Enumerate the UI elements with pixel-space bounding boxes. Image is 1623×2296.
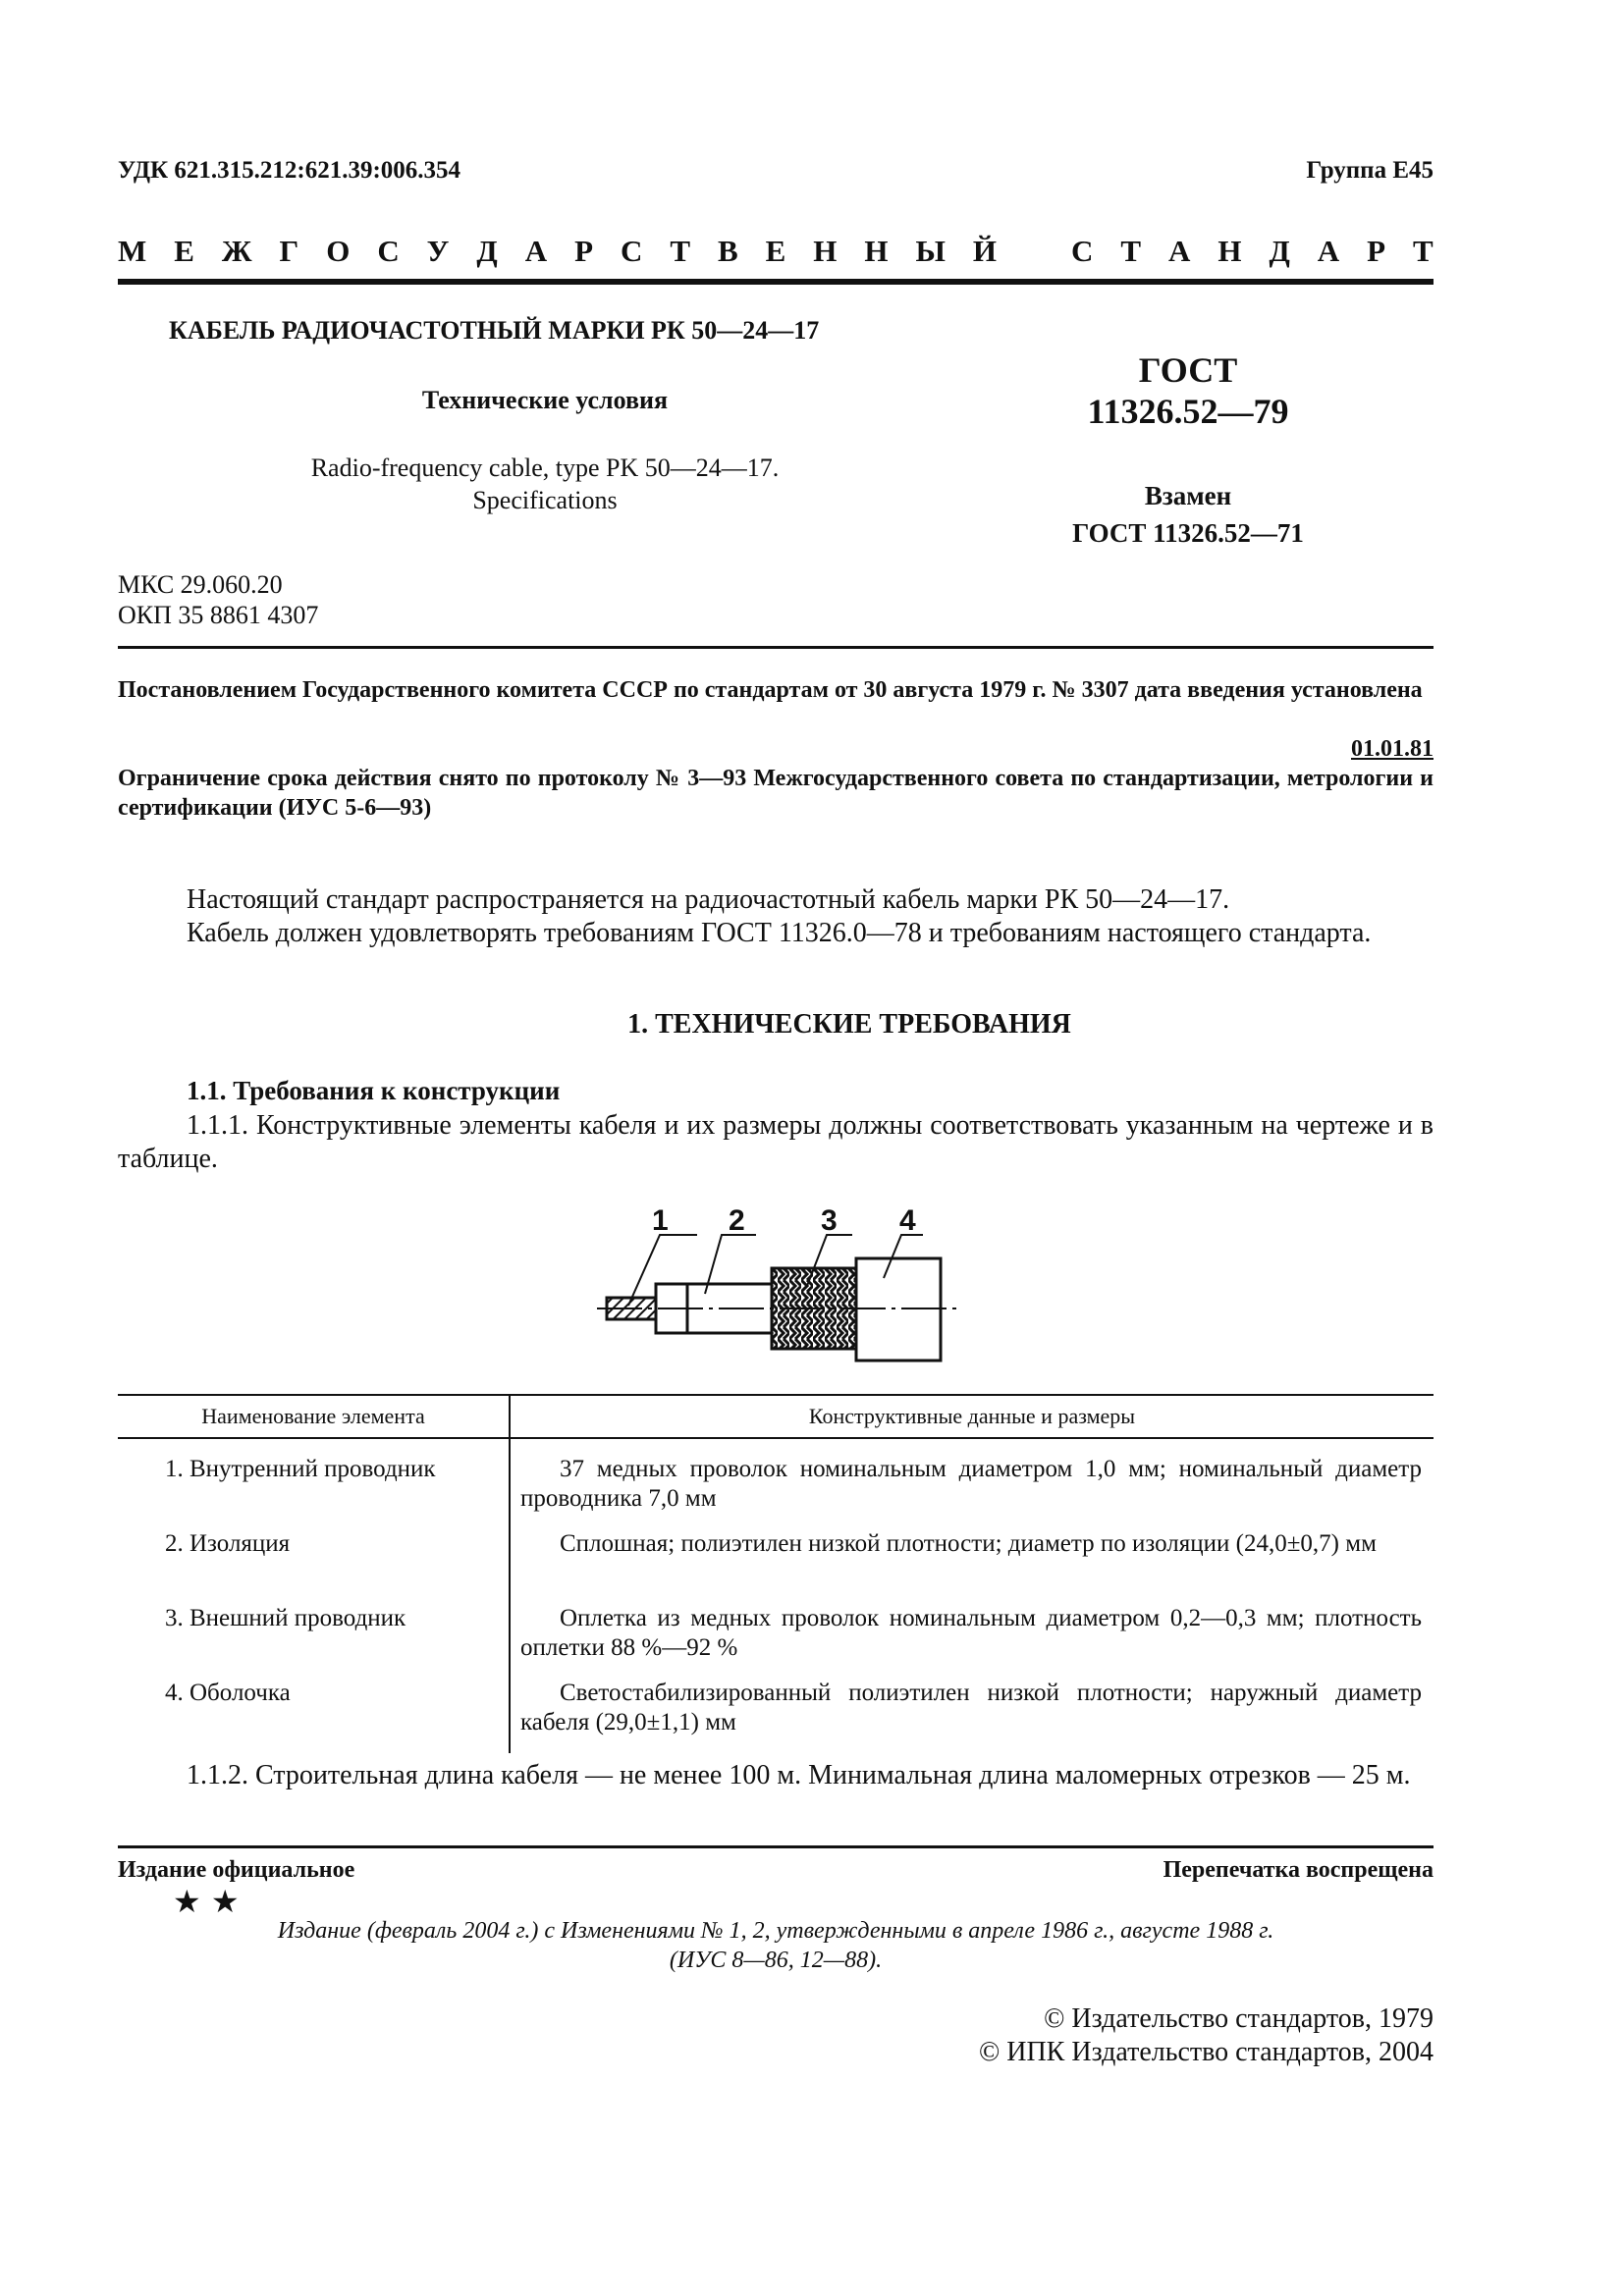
- replaces-block: [1031, 477, 1345, 552]
- construction-table: [118, 1394, 1434, 1753]
- table-header-row: [118, 1395, 1434, 1438]
- element-name: 1. Внутренний проводник: [118, 1438, 510, 1529]
- cable-cross-section-drawing: [589, 1198, 982, 1374]
- document-title: КАБЕЛЬ РАДИОЧАСТОТНЫЙ МАРКИ РК 50—24—17: [169, 316, 820, 345]
- drawing-label-3: 3: [821, 1204, 838, 1237]
- gost-label: ГОСТ: [1138, 350, 1238, 390]
- banner-letter: С: [377, 234, 400, 268]
- banner-letter: А: [1317, 234, 1340, 268]
- column-header-data: Конструктивные данные и размеры: [510, 1395, 1434, 1438]
- banner-letter: Р: [574, 234, 593, 268]
- english-title-line-2: Specifications: [472, 486, 618, 514]
- banner-letter: Р: [1367, 234, 1386, 268]
- classification-codes: [118, 569, 318, 630]
- gost-number: 11326.52—79: [1087, 392, 1289, 431]
- element-name: 2. Изоляция: [118, 1529, 510, 1604]
- element-data: Светостабилизированный полиэтилен низкой плотности; наружный диаметр кабеля (29,0±1,1) мм: [520, 1680, 1422, 1735]
- gost-designation: [1031, 349, 1345, 432]
- banner-letter: Н: [813, 234, 838, 268]
- banner-letter: Ы: [915, 234, 946, 268]
- drawing-label-1: 1: [652, 1204, 669, 1237]
- table-row: [118, 1679, 1434, 1753]
- table-row: [118, 1529, 1434, 1604]
- okp-code: ОКП 35 8861 4307: [118, 601, 319, 629]
- table-row: [118, 1438, 1434, 1529]
- banner-letter: А: [1167, 234, 1191, 268]
- column-header-element: Наименование элемента: [118, 1395, 510, 1438]
- element-data: 37 медных проволок номинальным диаметром 1,0 мм; номинальный диаметр проводника 7,0 мм: [520, 1456, 1422, 1512]
- banner-letter: А: [524, 234, 548, 268]
- element-data: Сплошная; полиэтилен низкой плотности; диаметр по изоляции (24,0±0,7) мм: [560, 1530, 1377, 1557]
- banner-letter: О: [326, 234, 351, 268]
- edition-note-line-1: Издание (февраль 2004 г.) с Изменениями № 1, 2, утвержденными в апреле 1986 г., августе 1988 г.: [277, 1918, 1274, 1944]
- replaces-number: ГОСТ 11326.52—71: [1072, 518, 1304, 548]
- limitation-text: Ограничение срока действия снято по протоколу № 3—93 Межгосударственного совета по стандартизации, метрологии и сертификации (ИУС 5-6—93): [118, 766, 1434, 821]
- table-row: [118, 1604, 1434, 1679]
- title-rule: [118, 646, 1434, 649]
- banner-letter: Е: [765, 234, 786, 268]
- drawing-label-4: 4: [899, 1204, 916, 1237]
- english-title-line-1: Radio-frequency cable, type PK 50—24—17.: [310, 454, 780, 482]
- banner-letter: Т: [670, 234, 691, 268]
- subsection-heading: 1.1. Требования к конструкции: [187, 1076, 561, 1105]
- edition-note-line-2: (ИУС 8—86, 12—88).: [669, 1948, 883, 1973]
- banner-letter: В: [717, 234, 738, 268]
- banner-letter: Ж: [221, 234, 252, 268]
- intro-paragraph-2: Кабель должен удовлетворять требованиям ГОСТ 11326.0—78 и требованиям настоящего стандарта.: [187, 918, 1372, 948]
- banner-letter: С: [1070, 234, 1094, 268]
- official-edition-label: Издание официальное: [118, 1857, 355, 1883]
- banner-letter: Н: [864, 234, 889, 268]
- clause-1-1-1: 1.1.1. Конструктивные элементы кабеля и их размеры должны соответствовать указанным на чертеже и в таблице.: [118, 1110, 1434, 1174]
- banner-letter: Е: [174, 234, 194, 268]
- element-data: Оплетка из медных проволок номинальным диаметром 0,2—0,3 мм; плотность оплетки 88 %—92 %: [520, 1605, 1422, 1661]
- banner-letter: Й: [972, 234, 998, 268]
- decree-text: Постановлением Государственного комитета СССР по стандартам от 30 августа 1979 г. № 3307 дата введения установлена: [118, 677, 1423, 703]
- english-title: [265, 452, 825, 516]
- banner-letter: Д: [1269, 234, 1290, 268]
- intro-paragraph-1: Настоящий стандарт распространяется на радиочастотный кабель марки РК 50—24—17.: [187, 884, 1230, 915]
- edition-note: [118, 1916, 1434, 1975]
- copyright-1979: © Издательство стандартов, 1979: [1044, 2003, 1434, 2034]
- reprint-prohibited-label: Перепечатка воспрещена: [1163, 1857, 1434, 1883]
- replaces-label: Взамен: [1144, 481, 1232, 510]
- mks-code: МКС 29.060.20: [118, 570, 283, 599]
- banner-letter: Д: [476, 234, 498, 268]
- banner-rule: [118, 279, 1434, 285]
- copyright-2004: © ИПК Издательство стандартов, 2004: [978, 2037, 1434, 2067]
- clause-1-1-2: 1.1.2. Строительная длина кабеля — не менее 100 м. Минимальная длина маломерных отрезков — 25 м.: [187, 1760, 1411, 1790]
- drawing-label-2: 2: [729, 1204, 745, 1237]
- copyright-block: [979, 2002, 1434, 2069]
- banner-letter: Т: [1120, 234, 1142, 268]
- banner-letter: Н: [1217, 234, 1242, 268]
- banner-letter: Т: [1413, 234, 1434, 268]
- udk-code: УДК 621.315.212:621.39:006.354: [118, 157, 461, 184]
- section-heading: 1. ТЕХНИЧЕСКИЕ ТРЕБОВАНИЯ: [627, 1009, 1071, 1040]
- stars-mark: ★ ★: [173, 1883, 240, 1920]
- banner-letter: С: [620, 234, 643, 268]
- group-code: Группа Е45: [1306, 157, 1434, 184]
- element-name: 4. Оболочка: [118, 1679, 510, 1753]
- element-name: 3. Внешний проводник: [118, 1604, 510, 1679]
- footer-rule: [118, 1845, 1434, 1848]
- interstate-standard-banner: [118, 234, 1434, 269]
- document-subtitle: Технические условия: [421, 386, 669, 414]
- banner-letter: М: [118, 234, 147, 268]
- effective-date: 01.01.81: [1351, 736, 1434, 762]
- banner-letter: Г: [279, 234, 299, 268]
- banner-letter: У: [426, 234, 450, 268]
